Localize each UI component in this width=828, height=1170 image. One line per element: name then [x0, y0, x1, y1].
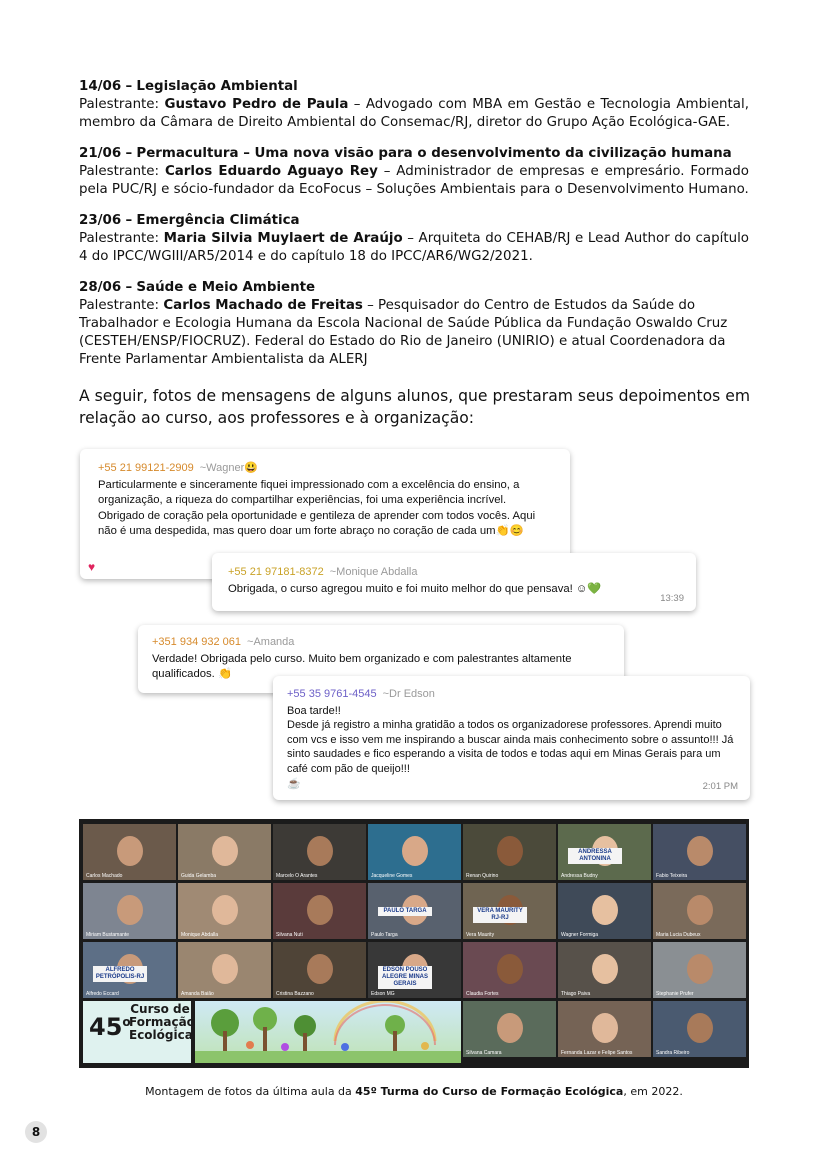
participant-sign: EDSON POUSO ALEGRE MINAS GERAIS: [378, 966, 432, 989]
participant-tile: [558, 942, 651, 998]
chat-sender-phone: +351 934 932 061: [152, 636, 242, 648]
participant-name: Thiago Paiva: [561, 991, 591, 997]
participant-tile: [178, 824, 271, 880]
participant-name: Monique Abdalla: [181, 932, 218, 938]
page-number: 8: [25, 1121, 47, 1143]
session-date: 28/06: [79, 280, 122, 295]
participant-tile: [83, 883, 176, 939]
participant-face: [592, 1013, 618, 1043]
participant-tile: [463, 942, 556, 998]
speaker-name: Maria Silvia Muylaert de Araújo: [163, 231, 403, 246]
participant-face: [307, 895, 333, 925]
participant-name: Paulo Targa: [371, 932, 398, 938]
chat-message-text: Particularmente e sinceramente fiquei impressionado com a excelência do ensino, a organização, a riqueza do compartilhar experiências, foi uma experiência incrível. Obrigado de coração pela oportunidade e gentileza de aprender com todos vocês. Aqui não é uma despedida, mas quero doar um forte abraço no coração de cada um👏😊: [98, 479, 536, 537]
participant-name: Alfredo Eccard: [86, 991, 119, 997]
participant-name: Miriam Bustamante: [86, 932, 130, 938]
participant-name: Cristina Bazzano: [276, 991, 314, 997]
participant-name: Andressa Budny: [561, 873, 598, 879]
participant-name: Renan Quirino: [466, 873, 499, 879]
chat-sender-nick: ~Dr Edson: [382, 688, 435, 700]
heart-reaction-icon: ♥: [88, 559, 96, 574]
participant-face: [687, 954, 713, 984]
chat-sender-phone: +55 35 9761-4545: [287, 688, 377, 700]
speaker-bio: – Administrador de empresas e empresário. Formado pela PUC/RJ e sócio-fundador da EcoFocus – Soluções Ambientais para o Desenvolvimento Humano.: [79, 164, 749, 197]
participant-name: Stephanie Prufer: [656, 991, 694, 997]
session-item: 28/06 – Saúde e Meio Ambiente Palestrante: Carlos Machado de Freitas – Pesquisador do Centro de Estudos da Saúde do Trabalhador e Ecologia Humana da Escola Nacional de Saúde Pública da Fundação Oswaldo Cruz (CESTEH/ENSP/FIOCRUZ). Federal do Estado do Rio de Janeiro (UNIRIO) e atual Coordenadora da Frente Parlamentar Ambientalista da ALERJ: [79, 280, 728, 367]
session-item: 23/06 – Emergência Climática Palestrante: Maria Silvia Muylaert de Araújo – Arquiteta do CEHAB/RJ e Lead Author do capítulo 4 do IPCC/WGIII/AR5/2014 e do capítulo 18 do IPCC/AR6/WG2/2021.: [79, 213, 749, 264]
participant-name: Maria Lucia Dubeux: [656, 932, 701, 938]
participant-tile: [463, 824, 556, 880]
chat-sender-nick: ~Monique Abdalla: [329, 566, 418, 578]
session-title: Emergência Climática: [136, 213, 300, 228]
chat-sender-nick: ~Amanda: [247, 636, 295, 648]
speaker-bio: – Advogado com MBA em Gestão e Tecnologia Ambiental, membro da Câmara de Direito Ambiental do Consemac/RJ, diretor do Grupo Ação Ecológica-GAE.: [79, 97, 749, 130]
participant-name: Sandra Ribeiro: [656, 1050, 690, 1056]
photo-caption: Montagem de fotos da última aula da 45º Turma do Curso de Formação Ecológica, em 2022.: [145, 1085, 683, 1098]
participant-tile: [558, 1001, 651, 1057]
participant-face: [212, 954, 238, 984]
park-illustration: [195, 1001, 461, 1063]
logo-text: Curso de Formação Ecológica: [129, 1002, 195, 1042]
participant-face: [687, 836, 713, 866]
speaker-name: Carlos Machado de Freitas: [163, 298, 363, 313]
chat-message-monique: [212, 553, 696, 611]
participant-face: [402, 836, 428, 866]
participant-name: Amanda Baião: [181, 991, 214, 997]
chat-message-text: Boa tarde!! Desde já registro a minha gratidão a todos os organizadorese professores. Aprendi muito com vcs e isso vem me inspirando a buscar ainda mais conhecimento sobre o assunto!!! Já sinto saudades e fico esperando a visita de todos e todas aqui em Minas Gerais para um café com pão de queijo!!! ☕: [287, 704, 734, 790]
participant-face: [212, 895, 238, 925]
participant-tile: [463, 1001, 556, 1057]
chat-timestamp: 2:01 PM: [702, 781, 738, 793]
session-title: Saúde e Meio Ambiente: [136, 280, 316, 295]
chat-message-text: Obrigada, o curso agregou muito e foi muito melhor do que pensava! ☺💚: [228, 583, 602, 596]
participant-tile: [273, 824, 366, 880]
participant-tile: [368, 883, 461, 939]
participant-tile: [558, 824, 651, 880]
participant-sign: ALFREDO PETRÓPOLIS-RJ: [93, 966, 147, 982]
participant-name: Silvana Nuti: [276, 932, 303, 938]
participant-face: [592, 954, 618, 984]
speaker-bio: – Arquiteta do CEHAB/RJ e Lead Author do capítulo 4 do IPCC/WGIII/AR5/2014 e do capítulo 18 do IPCC/AR6/WG2/2021.: [79, 231, 749, 264]
participant-name: Fernanda Lazar e Felipe Santos: [561, 1050, 633, 1056]
course-logo: [83, 1001, 195, 1063]
participant-name: Vera Maurity: [466, 932, 495, 938]
intro-paragraph: A seguir, fotos de mensagens de alguns alunos, que prestaram seus depoimentos em relação ao curso, aos professores e à organização:: [79, 387, 751, 427]
session-date: 21/06: [79, 146, 122, 161]
participant-tile: [653, 1001, 746, 1057]
speaker-label: Palestrante:: [79, 164, 160, 179]
participant-tile: [273, 942, 366, 998]
participant-sign: ANDRESSA ANTONINA: [568, 848, 622, 864]
session-title: Permacultura – Uma nova visão para o desenvolvimento da civilização humana: [136, 146, 732, 161]
speaker-name: Carlos Eduardo Aguayo Rey: [164, 164, 378, 179]
participant-tile: [368, 942, 461, 998]
participant-tile: [463, 883, 556, 939]
participant-name: Fabio Teixeira: [656, 873, 688, 879]
session-item: 14/06 – Legislação Ambiental Palestrante: Gustavo Pedro de Paula – Advogado com MBA em Gestão e Tecnologia Ambiental, membro da Câmara de Direito Ambiental do Consemac/RJ, diretor do Grupo Ação Ecológica-GAE.: [79, 79, 749, 130]
participant-tile: [83, 824, 176, 880]
speaker-label: Palestrante:: [79, 298, 160, 313]
participant-name: Carlos Machado: [86, 873, 123, 879]
participant-name: Edson MG: [371, 991, 395, 997]
participant-tile: [273, 883, 366, 939]
video-call-montage: [79, 819, 749, 1068]
participant-tile: [558, 883, 651, 939]
speaker-label: Palestrante:: [79, 97, 160, 112]
chat-sender-nick: ~Wagner😃: [199, 462, 258, 474]
participant-name: Guida Gelamba: [181, 873, 217, 879]
participant-name: Marcelo O Arantes: [276, 873, 318, 879]
session-item: 21/06 – Permacultura – Uma nova visão para o desenvolvimento da civilização humana Palestrante: Carlos Eduardo Aguayo Rey – Administrador de empresas e empresário. Formado pela PUC/RJ e sócio-fundador da EcoFocus – Soluções Ambientais para o Desenvolvimento Humano.: [79, 146, 749, 197]
logo-number: 45$^o$: [89, 1013, 131, 1041]
participant-tile: [83, 942, 176, 998]
participant-face: [497, 1013, 523, 1043]
chat-message-text: Verdade! Obrigada pelo curso. Muito bem organizado e com palestrantes altamente qualificados. 👏: [152, 653, 572, 681]
participant-face: [497, 954, 523, 984]
speaker-bio: – Pesquisador do Centro de Estudos da Saúde do Trabalhador e Ecologia Humana da Escola Nacional de Saúde Pública da Fundação Oswaldo Cruz (CESTEH/ENSP/FIOCRUZ). Federal do Estado do Rio de Janeiro (UNIRIO) e atual Coordenadora da Frente Parlamentar Ambientalista da ALERJ: [79, 298, 728, 367]
participant-tile: [368, 824, 461, 880]
speaker-name: Gustavo Pedro de Paula: [164, 97, 349, 112]
participant-name: Jacqueline Gomes: [371, 873, 413, 879]
session-date: 23/06: [79, 213, 122, 228]
participant-face: [687, 1013, 713, 1043]
session-date: 14/06: [79, 79, 122, 94]
participant-face: [117, 836, 143, 866]
illustration-banner: [195, 1001, 461, 1063]
participant-name: Silvana Camara: [466, 1050, 502, 1056]
participant-face: [687, 895, 713, 925]
participant-name: Claudia Fortes: [466, 991, 499, 997]
chat-sender-phone: +55 21 99121-2909: [98, 462, 194, 474]
participant-face: [592, 895, 618, 925]
chat-timestamp: 13:39: [660, 592, 684, 604]
chat-sender-phone: +55 21 97181-8372: [228, 566, 324, 578]
speaker-label: Palestrante:: [79, 231, 160, 246]
participant-tile: [178, 883, 271, 939]
participant-name: Wagner Formiga: [561, 932, 599, 938]
participant-tile: [653, 824, 746, 880]
participant-tile: [653, 942, 746, 998]
participant-tile: [653, 883, 746, 939]
participant-face: [497, 836, 523, 866]
participant-face: [117, 895, 143, 925]
participant-face: [307, 954, 333, 984]
participant-face: [212, 836, 238, 866]
participant-face: [307, 836, 333, 866]
participant-tile: [178, 942, 271, 998]
participant-sign: PAULO TARGA: [378, 907, 432, 916]
participant-sign: VERA MAURITY RJ-RJ: [473, 907, 527, 923]
session-title: Legislação Ambiental: [136, 79, 298, 94]
chat-message-edson: [273, 676, 750, 800]
lecture-list: [79, 78, 749, 382]
